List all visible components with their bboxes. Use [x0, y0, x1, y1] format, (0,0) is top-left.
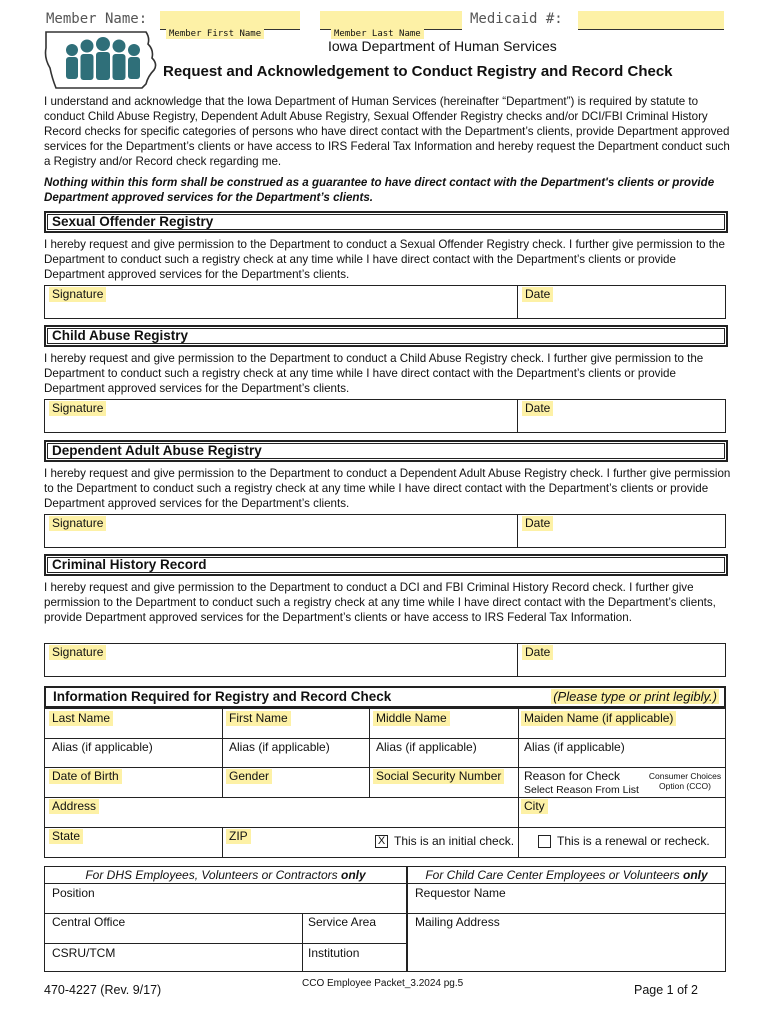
alias-field-1[interactable]: Alias (if applicable): [52, 740, 153, 754]
intro-paragraph: I understand and acknowledge that the Iowa Department of Human Services (hereinafter “Department”) is required by statute to conduct Child Abuse Registry, Dependent Adult Abuse Registry, Sexual Offender Registry checks and/or DCI/FBI Criminal History Record checks for specific categories of persons who have direct contact with the Department’s clients, provide Department approved services for the Department’s clients or have access to IRS Federal Tax Information and hereby request the Department conduct such a Registry and/or Record check regarding me.: [44, 95, 730, 168]
date-cell[interactable]: [518, 644, 725, 676]
agency-name: Iowa Department of Human Services: [328, 38, 557, 54]
last-name-field[interactable]: Last Name: [49, 711, 113, 726]
reason-dropdown[interactable]: [647, 771, 723, 791]
ssn-field[interactable]: Social Security Number: [373, 769, 504, 784]
mailing-address-field[interactable]: Mailing Address: [415, 915, 500, 929]
dhs-employee-box: [44, 866, 407, 972]
date-label: Date: [522, 516, 553, 531]
zip-field[interactable]: ZIP: [226, 829, 251, 844]
signature-cell[interactable]: [45, 400, 518, 432]
service-area-field[interactable]: Service Area: [308, 915, 377, 929]
info-title: Information Required for Registry and Record Check: [53, 689, 392, 704]
date-label: Date: [522, 401, 553, 416]
criminal-history-signature-row: [44, 643, 726, 677]
section-title: Sexual Offender Registry: [52, 214, 214, 229]
col-divider: [222, 827, 223, 857]
col-divider: [222, 709, 223, 797]
section-title: Criminal History Record: [52, 557, 207, 572]
signature-label: Signature: [49, 287, 106, 302]
packet-label: CCO Employee Packet_3.2024 pg.5: [302, 978, 464, 989]
intro-disclaimer: Nothing within this form shall be construed as a guarantee to have direct contact with the Department's clients or provide Department approved services for the Department’s clients.: [44, 176, 715, 204]
dependent-adult-signature-row: [44, 514, 726, 548]
signature-cell[interactable]: [45, 644, 518, 676]
dhs-box-title-only: only: [340, 868, 366, 882]
state-field[interactable]: State: [49, 829, 83, 844]
initial-check-label: This is an initial check.: [394, 834, 515, 848]
alias-field-4[interactable]: Alias (if applicable): [524, 740, 625, 754]
child-care-box: [407, 866, 726, 972]
member-last-name-field[interactable]: [320, 11, 462, 30]
row-divider: [45, 943, 406, 944]
row-divider: [45, 913, 406, 914]
row-divider: [408, 913, 725, 914]
alias-field-2[interactable]: Alias (if applicable): [229, 740, 330, 754]
row-divider: [45, 767, 725, 768]
member-first-name-caption: Member First Name: [166, 29, 264, 39]
form-title: Request and Acknowledgement to Conduct Registry and Record Check: [163, 63, 673, 80]
section-dependent-adult-header: [44, 440, 728, 462]
renewal-check-checkbox[interactable]: [538, 835, 551, 848]
position-field[interactable]: Position: [52, 886, 95, 900]
row-divider: [45, 738, 725, 739]
date-of-birth-field[interactable]: Date of Birth: [49, 769, 122, 784]
signature-cell[interactable]: [45, 286, 518, 318]
form-number: 470-4227 (Rev. 9/17): [44, 983, 162, 997]
section-sexual-offender-header: [44, 211, 728, 233]
reason-value-line1: Consumer Choices: [648, 771, 722, 781]
section-child-abuse-text: I hereby request and give permission to the Department to conduct a Child Abuse Registry check. I further give permission to the Department to conduct such a registry check at any time while I have direct contact with the Department’s clients or provide Department approved services for the Department’s clients.: [44, 352, 704, 395]
col-divider: [518, 709, 519, 857]
date-label: Date: [522, 645, 553, 660]
initial-check-checkbox[interactable]: X: [375, 835, 388, 848]
iowa-dhs-logo: [42, 28, 160, 92]
medicaid-label: Medicaid #:: [470, 11, 563, 27]
sexual-offender-signature-row: [44, 285, 726, 319]
signature-cell[interactable]: [45, 515, 518, 547]
dhs-box-title: [45, 868, 406, 882]
col-divider: [302, 913, 303, 971]
section-child-abuse-header: [44, 325, 728, 347]
section-sexual-offender-text: I hereby request and give permission to the Department to conduct a Sexual Offender Registry check. I further give permission to the Department to conduct such a registry check at any time while I have direct contact with the Department’s clients or provide Department approved services for the Department’s clients.: [44, 238, 725, 281]
col-divider: [369, 709, 370, 797]
signature-label: Signature: [49, 401, 106, 416]
info-note: (Please type or print legibly.): [553, 689, 717, 704]
row-divider: [45, 827, 725, 828]
date-cell[interactable]: [518, 286, 725, 318]
reason-select-hint: Select Reason From List: [524, 784, 639, 796]
institution-field[interactable]: Institution: [308, 946, 360, 960]
date-cell[interactable]: [518, 400, 725, 432]
member-name-label: Member Name:: [46, 11, 148, 27]
section-criminal-history-header: [44, 554, 728, 576]
medicaid-number-field[interactable]: [578, 11, 724, 30]
child-abuse-signature-row: [44, 399, 726, 433]
member-last-name-caption: Member Last Name: [331, 29, 424, 39]
section-criminal-history-text: I hereby request and give permission to the Department to conduct a DCI and FBI Criminal History Record check. I further give permission to the Department to conduct such a registry check at any time while I have direct contact with the Department’s clients, provide Department approved services for the Department’s clients or have access to IRS Federal Tax Information.: [44, 581, 716, 624]
requestor-name-field[interactable]: Requestor Name: [415, 886, 506, 900]
section-title: Child Abuse Registry: [52, 328, 189, 343]
page-number: Page 1 of 2: [634, 983, 698, 997]
csru-tcm-field[interactable]: CSRU/TCM: [52, 946, 116, 960]
gender-field[interactable]: Gender: [226, 769, 272, 784]
date-label: Date: [522, 287, 553, 302]
city-field[interactable]: City: [521, 799, 548, 814]
member-first-name-field[interactable]: [160, 11, 300, 30]
info-table: [44, 686, 726, 858]
middle-name-field[interactable]: Middle Name: [373, 711, 450, 726]
section-title: Dependent Adult Abuse Registry: [52, 443, 262, 458]
signature-label: Signature: [49, 645, 106, 660]
alias-field-3[interactable]: Alias (if applicable): [376, 740, 477, 754]
childcare-box-title-text: For Child Care Center Employees or Volunteers: [425, 868, 683, 882]
childcare-box-title: [408, 868, 725, 882]
section-dependent-adult-text: I hereby request and give permission to the Department to conduct a Dependent Adult Abuse Registry check. I further give permission to the Department to conduct such a registry check at any time while I have direct contact with the Department’s clients or provide Department approved services for the Department’s clients.: [44, 467, 731, 510]
central-office-field[interactable]: Central Office: [52, 915, 126, 929]
reason-for-check-label: Reason for Check: [524, 769, 621, 783]
row-divider: [45, 797, 725, 798]
reason-value-line2: Option (CCO): [659, 781, 711, 791]
address-field[interactable]: Address: [49, 799, 99, 814]
renewal-check-label: This is a renewal or recheck.: [557, 834, 710, 848]
first-name-field[interactable]: First Name: [226, 711, 291, 726]
signature-label: Signature: [49, 516, 106, 531]
maiden-name-field[interactable]: Maiden Name (if applicable): [521, 711, 676, 726]
date-cell[interactable]: [518, 515, 725, 547]
childcare-box-title-only: only: [683, 868, 708, 882]
dhs-box-title-text: For DHS Employees, Volunteers or Contractors: [85, 868, 341, 882]
